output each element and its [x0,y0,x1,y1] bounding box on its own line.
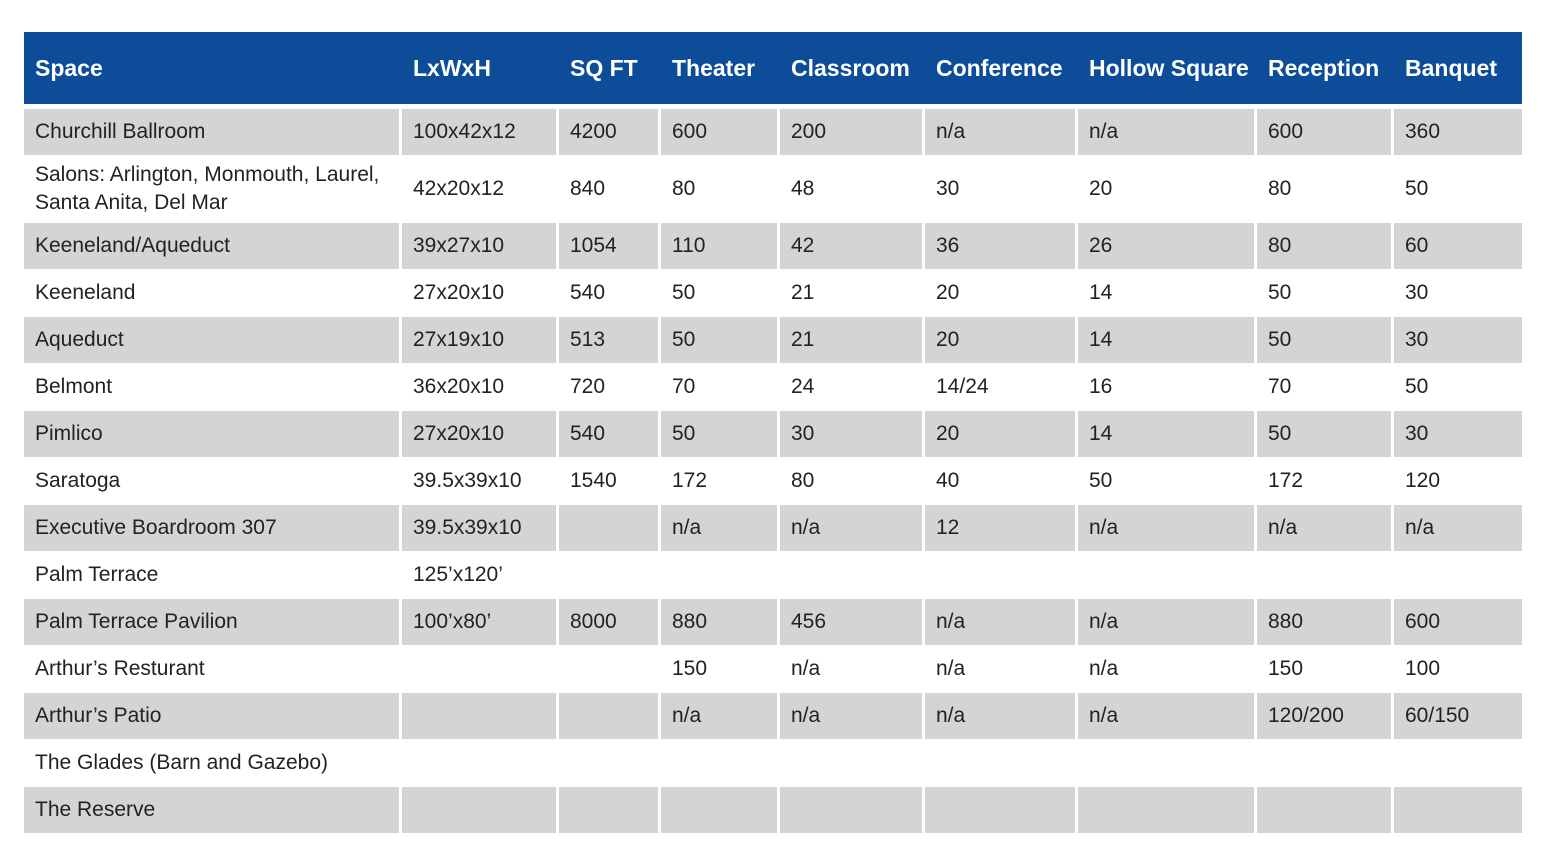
cell-space: Belmont [24,364,402,411]
cell-dimensions: 27x19x10 [402,317,559,364]
venue-capacity-table [24,32,1522,834]
cell-theater: n/a [661,693,780,740]
cell-dimensions: 39x27x10 [402,223,559,270]
table-row [24,223,1522,270]
cell-theater: 50 [661,317,780,364]
cell-hollow-square: 14 [1078,317,1257,364]
cell-conference: 14/24 [925,364,1078,411]
cell-space: Salons: Arlington, Monmouth, Laurel, Santa Anita, Del Mar [24,156,402,223]
cell-square-feet [559,646,661,693]
cell-classroom: 80 [780,458,925,505]
cell-classroom: n/a [780,646,925,693]
cell-theater [661,552,780,599]
table-row [24,364,1522,411]
table-row [24,599,1522,646]
cell-dimensions: 100’x80’ [402,599,559,646]
cell-classroom: 42 [780,223,925,270]
cell-dimensions [402,787,559,834]
table-row [24,317,1522,364]
header-square-feet: SQ FT [559,32,661,109]
table-row [24,109,1522,156]
cell-hollow-square: n/a [1078,599,1257,646]
cell-theater: 880 [661,599,780,646]
cell-space: The Reserve [24,787,402,834]
cell-hollow-square [1078,787,1257,834]
cell-banquet: 100 [1394,646,1522,693]
cell-dimensions: 27x20x10 [402,411,559,458]
header-classroom: Classroom [780,32,925,109]
cell-banquet: 120 [1394,458,1522,505]
cell-space: The Glades (Barn and Gazebo) [24,740,402,787]
cell-conference: 20 [925,317,1078,364]
cell-dimensions: 125’x120’ [402,552,559,599]
cell-theater: 150 [661,646,780,693]
cell-square-feet: 540 [559,411,661,458]
cell-theater: 70 [661,364,780,411]
cell-theater [661,740,780,787]
cell-classroom: 48 [780,156,925,223]
table-row [24,787,1522,834]
table-row [24,458,1522,505]
header-banquet: Banquet [1394,32,1522,109]
cell-reception: 600 [1257,109,1394,156]
cell-reception [1257,787,1394,834]
cell-space: Keeneland [24,270,402,317]
cell-space: Palm Terrace [24,552,402,599]
table-row [24,505,1522,552]
cell-square-feet: 720 [559,364,661,411]
cell-classroom: 30 [780,411,925,458]
cell-space: Saratoga [24,458,402,505]
cell-dimensions: 100x42x12 [402,109,559,156]
cell-banquet [1394,740,1522,787]
header-space: Space [24,32,402,109]
cell-square-feet: 1054 [559,223,661,270]
cell-hollow-square: 50 [1078,458,1257,505]
cell-hollow-square [1078,740,1257,787]
cell-space: Arthur’s Patio [24,693,402,740]
table-body [24,109,1522,834]
cell-conference [925,740,1078,787]
cell-conference: n/a [925,599,1078,646]
cell-reception: 150 [1257,646,1394,693]
cell-banquet: 60 [1394,223,1522,270]
cell-conference: n/a [925,646,1078,693]
cell-theater [661,787,780,834]
cell-hollow-square: n/a [1078,505,1257,552]
cell-classroom: 456 [780,599,925,646]
cell-reception [1257,552,1394,599]
cell-hollow-square: 16 [1078,364,1257,411]
cell-space: Churchill Ballroom [24,109,402,156]
cell-hollow-square: 20 [1078,156,1257,223]
cell-dimensions: 36x20x10 [402,364,559,411]
cell-reception [1257,740,1394,787]
header-dimensions: LxWxH [402,32,559,109]
cell-square-feet [559,505,661,552]
cell-space: Pimlico [24,411,402,458]
cell-banquet: 30 [1394,411,1522,458]
cell-banquet: n/a [1394,505,1522,552]
cell-reception: 880 [1257,599,1394,646]
cell-theater: 172 [661,458,780,505]
cell-space: Arthur’s Resturant [24,646,402,693]
cell-conference [925,787,1078,834]
cell-banquet: 600 [1394,599,1522,646]
cell-space: Aqueduct [24,317,402,364]
cell-banquet: 50 [1394,156,1522,223]
table-row [24,156,1522,223]
cell-square-feet: 4200 [559,109,661,156]
cell-hollow-square: 14 [1078,270,1257,317]
cell-banquet [1394,787,1522,834]
cell-square-feet [559,787,661,834]
table-row [24,693,1522,740]
cell-reception: 80 [1257,223,1394,270]
cell-banquet: 360 [1394,109,1522,156]
cell-square-feet: 1540 [559,458,661,505]
cell-square-feet: 8000 [559,599,661,646]
cell-theater: 50 [661,270,780,317]
cell-classroom: n/a [780,505,925,552]
cell-conference: 40 [925,458,1078,505]
header-conference: Conference [925,32,1078,109]
cell-dimensions [402,740,559,787]
cell-reception: n/a [1257,505,1394,552]
cell-reception: 172 [1257,458,1394,505]
cell-square-feet [559,740,661,787]
cell-conference: 12 [925,505,1078,552]
cell-theater: 80 [661,156,780,223]
cell-hollow-square [1078,552,1257,599]
header-reception: Reception [1257,32,1394,109]
cell-hollow-square: n/a [1078,646,1257,693]
cell-square-feet: 840 [559,156,661,223]
table-row [24,646,1522,693]
table-row [24,740,1522,787]
cell-hollow-square: n/a [1078,693,1257,740]
cell-classroom [780,552,925,599]
table-row [24,552,1522,599]
cell-reception: 70 [1257,364,1394,411]
cell-theater: n/a [661,505,780,552]
cell-classroom: 21 [780,317,925,364]
cell-reception: 50 [1257,317,1394,364]
cell-square-feet: 540 [559,270,661,317]
cell-dimensions: 39.5x39x10 [402,458,559,505]
cell-dimensions [402,693,559,740]
cell-conference: n/a [925,693,1078,740]
cell-hollow-square: n/a [1078,109,1257,156]
cell-dimensions: 42x20x12 [402,156,559,223]
cell-dimensions: 27x20x10 [402,270,559,317]
cell-conference: 20 [925,411,1078,458]
cell-classroom: n/a [780,693,925,740]
cell-square-feet [559,693,661,740]
header-theater: Theater [661,32,780,109]
cell-reception: 120/200 [1257,693,1394,740]
cell-banquet [1394,552,1522,599]
cell-banquet: 30 [1394,317,1522,364]
table-header [24,32,1522,109]
cell-classroom: 24 [780,364,925,411]
cell-conference: 36 [925,223,1078,270]
cell-theater: 50 [661,411,780,458]
cell-square-feet [559,552,661,599]
cell-reception: 50 [1257,411,1394,458]
cell-conference: 20 [925,270,1078,317]
cell-space: Keeneland/Aqueduct [24,223,402,270]
cell-classroom [780,787,925,834]
cell-classroom: 21 [780,270,925,317]
cell-banquet: 30 [1394,270,1522,317]
cell-banquet: 60/150 [1394,693,1522,740]
cell-classroom: 200 [780,109,925,156]
table-row [24,270,1522,317]
cell-conference [925,552,1078,599]
header-hollow-square: Hollow Square [1078,32,1257,109]
table-row [24,411,1522,458]
cell-hollow-square: 14 [1078,411,1257,458]
cell-banquet: 50 [1394,364,1522,411]
cell-reception: 80 [1257,156,1394,223]
venue-capacity-table-container [24,32,1522,834]
cell-conference: n/a [925,109,1078,156]
cell-reception: 50 [1257,270,1394,317]
cell-dimensions [402,646,559,693]
cell-hollow-square: 26 [1078,223,1257,270]
cell-square-feet: 513 [559,317,661,364]
cell-theater: 600 [661,109,780,156]
cell-dimensions: 39.5x39x10 [402,505,559,552]
cell-conference: 30 [925,156,1078,223]
header-row [24,32,1522,109]
cell-space: Palm Terrace Pavilion [24,599,402,646]
cell-classroom [780,740,925,787]
cell-theater: 110 [661,223,780,270]
cell-space: Executive Boardroom 307 [24,505,402,552]
